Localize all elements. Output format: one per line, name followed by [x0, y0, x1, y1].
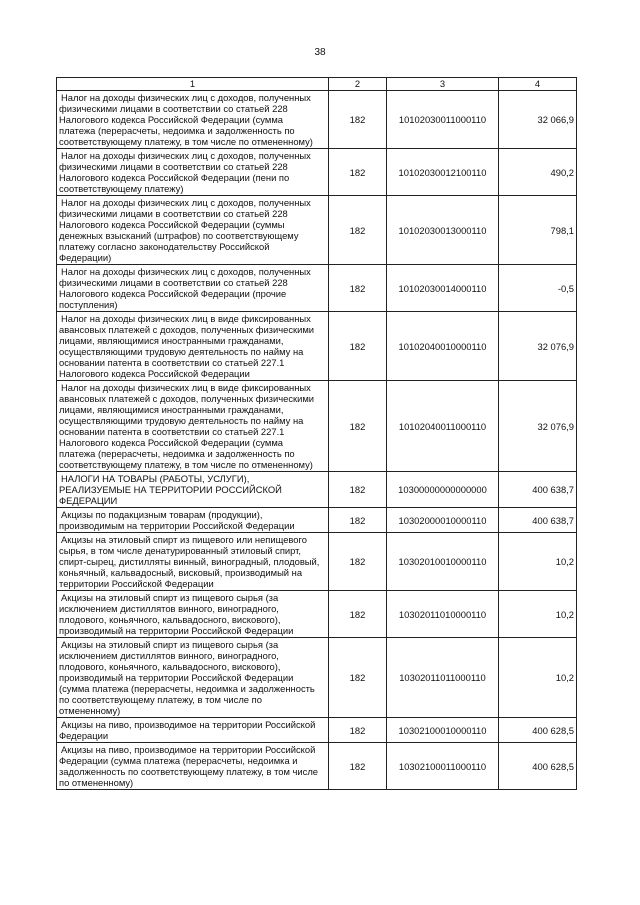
income-name-line: плодового, коньячного, кальвадосного, вискового),	[59, 661, 281, 672]
income-name-line: ФЕДЕРАЦИИ	[59, 495, 118, 506]
income-name-line: территории Российской Федерации	[59, 578, 214, 589]
amount-cell: 10,2	[499, 591, 577, 638]
column-header-2: 2	[329, 78, 387, 91]
column-header-3: 3	[387, 78, 499, 91]
budget-code-cell: 10302100011000110	[387, 743, 499, 790]
admin-code-cell: 182	[329, 91, 387, 149]
column-header-4: 4	[499, 78, 577, 91]
income-name-line: соответствующему платежу, в том числе по отмененному)	[59, 136, 313, 147]
amount-cell: 32 076,9	[499, 312, 577, 381]
income-name-cell	[57, 312, 329, 381]
income-name-line: Акцизы на пиво, производимое на территории Российской	[61, 719, 316, 730]
table-row	[57, 638, 577, 718]
income-name-line: исключением дистиллятов винного, виноградного,	[59, 603, 279, 614]
admin-code-cell: 182	[329, 718, 387, 743]
table-row	[57, 533, 577, 591]
admin-code-cell: 182	[329, 638, 387, 718]
income-name-line: Федерации	[59, 730, 109, 741]
admin-code-cell: 182	[329, 743, 387, 790]
column-header-1: 1	[57, 78, 329, 91]
income-name-line: Налогового кодекса Российской Федерации (прочие	[59, 288, 287, 299]
admin-code-cell: 182	[329, 508, 387, 533]
income-name-line: платежу согласно законодательству Российской	[59, 241, 270, 252]
amount-cell: 32 066,9	[499, 91, 577, 149]
income-name-line: денежных взысканий (штрафов) по соответствующему	[59, 230, 299, 241]
admin-code-cell: 182	[329, 149, 387, 196]
amount-cell: 400 638,7	[499, 508, 577, 533]
table-row	[57, 196, 577, 265]
income-name-line: (сумма платежа (перерасчеты, недоимка и задолженность	[59, 683, 315, 694]
amount-cell: -0,5	[499, 265, 577, 312]
income-name-line: лицами, являющимися иностранными гражданами,	[59, 335, 284, 346]
admin-code-cell: 182	[329, 591, 387, 638]
income-name-line: физическими лицами в соответствии со статьей 228	[59, 208, 288, 219]
income-name-cell	[57, 91, 329, 149]
table-row	[57, 591, 577, 638]
income-name-cell	[57, 149, 329, 196]
table-row	[57, 91, 577, 149]
income-name-cell	[57, 533, 329, 591]
income-name-line: Налог на доходы физических лиц с доходов, полученных	[61, 197, 311, 208]
income-name-cell	[57, 718, 329, 743]
income-name-line: коньячный, кальвадосный, висковый, производимый на	[59, 567, 303, 578]
income-name-line: производимый на территории Российской Федерации	[59, 625, 294, 636]
income-name-cell	[57, 638, 329, 718]
income-name-cell	[57, 508, 329, 533]
budget-code-cell: 10102040010000110	[387, 312, 499, 381]
income-name-line: физическими лицами в соответствии со статьей 228	[59, 277, 288, 288]
income-name-cell	[57, 743, 329, 790]
income-name-line: поступления)	[59, 299, 118, 310]
page-number: 38	[314, 47, 326, 58]
income-name-line: лицами, являющимися иностранными гражданами,	[59, 404, 284, 415]
income-name-line: Акцизы по подакцизным товарам (продукции),	[61, 509, 263, 520]
income-name-line: основании патента в соответствии со статьей 227.1	[59, 426, 285, 437]
income-name-line: НАЛОГИ НА ТОВАРЫ (РАБОТЫ, УСЛУГИ),	[61, 473, 250, 484]
admin-code-cell: 182	[329, 312, 387, 381]
budget-code-cell: 10300000000000000	[387, 472, 499, 508]
budget-code-cell: 10102030013000110	[387, 196, 499, 265]
table-row	[57, 265, 577, 312]
income-name-line: платежа (перерасчеты, недоимка и задолженность по	[59, 125, 295, 136]
income-name-line: РЕАЛИЗУЕМЫЕ НА ТЕРРИТОРИИ РОССИЙСКОЙ	[59, 484, 282, 495]
income-name-line: Налог на доходы физических лиц с доходов, полученных	[61, 92, 311, 103]
table-row	[57, 312, 577, 381]
budget-code-cell: 10302100010000110	[387, 718, 499, 743]
amount-cell: 10,2	[499, 638, 577, 718]
income-name-line: платежа (перерасчеты, недоимка и задолженность по	[59, 448, 295, 459]
income-name-line: Акцизы на этиловый спирт из пищевого сырья (за	[61, 592, 279, 603]
income-name-line: производимым на территории Российской Федерации	[59, 520, 295, 531]
income-name-line: осуществляющими трудовую деятельность по найму на	[59, 346, 304, 357]
income-name-cell	[57, 196, 329, 265]
income-name-cell	[57, 591, 329, 638]
table-row	[57, 149, 577, 196]
income-name-line: по соответствующему платежу, в том числе по	[59, 694, 262, 705]
budget-table	[56, 77, 577, 790]
admin-code-cell: 182	[329, 472, 387, 508]
table-header-row	[57, 78, 577, 91]
income-name-line: Федерации)	[59, 252, 112, 263]
income-name-line: задолженность по соответствующему платежу, в том числе	[59, 766, 319, 777]
income-name-cell	[57, 381, 329, 472]
admin-code-cell: 182	[329, 533, 387, 591]
income-name-line: исключением дистиллятов винного, виноградного,	[59, 650, 279, 661]
income-name-cell	[57, 265, 329, 312]
table-row	[57, 508, 577, 533]
amount-cell: 798,1	[499, 196, 577, 265]
amount-cell: 490,2	[499, 149, 577, 196]
income-name-line: отмененному)	[59, 705, 121, 716]
amount-cell: 32 076,9	[499, 381, 577, 472]
income-name-line: физическими лицами в соответствии со статьей 228	[59, 161, 288, 172]
admin-code-cell: 182	[329, 381, 387, 472]
table-row	[57, 718, 577, 743]
income-name-line: соответствующему платежу, в том числе по отмененному)	[59, 459, 313, 470]
income-name-line: авансовых платежей с доходов, полученных физическими	[59, 324, 315, 335]
income-name-line: сырья, в том числе денатурированный этиловый спирт,	[59, 545, 302, 556]
budget-code-cell: 10302011011000110	[387, 638, 499, 718]
income-name-line: по отмененному)	[59, 777, 134, 788]
income-name-line: производимый на территории Российской Федерации	[59, 672, 294, 683]
income-name-line: Налогового кодекса Российской Федерации (пени по	[59, 172, 290, 183]
budget-code-cell: 10302010010000110	[387, 533, 499, 591]
income-name-line: авансовых платежей с доходов, полученных физическими	[59, 393, 315, 404]
table-row	[57, 743, 577, 790]
income-name-line: Налог на доходы физических лиц с доходов, полученных	[61, 150, 311, 161]
amount-cell: 10,2	[499, 533, 577, 591]
income-name-line: спирт-сырец, дистилляты винный, виноградный, плодовый,	[59, 556, 320, 567]
income-name-line: Налогового кодекса Российской Федерации (суммы	[59, 219, 285, 230]
income-name-line: Налог на доходы физических лиц в виде фиксированных	[61, 382, 311, 393]
income-name-line: Налог на доходы физических лиц в виде фиксированных	[61, 313, 311, 324]
income-name-line: Акцизы на этиловый спирт из пищевого или непищевого	[61, 534, 307, 545]
income-name-line: Акцизы на этиловый спирт из пищевого сырья (за	[61, 639, 279, 650]
admin-code-cell: 182	[329, 265, 387, 312]
income-name-line: Налогового кодекса Российской Федерации (сумма	[59, 114, 283, 125]
amount-cell: 400 628,5	[499, 743, 577, 790]
amount-cell: 400 628,5	[499, 718, 577, 743]
budget-code-cell: 10102030014000110	[387, 265, 499, 312]
income-name-line: Акцизы на пиво, производимое на территории Российской	[61, 744, 316, 755]
income-name-line: Федерации (сумма платежа (перерасчеты, недоимка и	[59, 755, 298, 766]
amount-cell: 400 638,7	[499, 472, 577, 508]
income-name-line: плодового, коньячного, кальвадосного, вискового),	[59, 614, 281, 625]
admin-code-cell: 182	[329, 196, 387, 265]
income-name-line: Налог на доходы физических лиц с доходов, полученных	[61, 266, 311, 277]
income-name-line: Налогового кодекса Российской Федерации (сумма	[59, 437, 283, 448]
income-name-line: физическими лицами в соответствии со статьей 228	[59, 103, 288, 114]
income-name-line: Налогового кодекса Российской Федерации	[59, 368, 250, 379]
table-row	[57, 472, 577, 508]
table-row	[57, 381, 577, 472]
budget-code-cell: 10102030012100110	[387, 149, 499, 196]
income-name-line: соответствующему платежу)	[59, 183, 184, 194]
table-body	[57, 91, 577, 790]
income-name-line: осуществляющими трудовую деятельность по найму на	[59, 415, 304, 426]
income-name-cell	[57, 472, 329, 508]
income-name-line: основании патента в соответствии со статьей 227.1	[59, 357, 285, 368]
budget-code-cell: 10102040011000110	[387, 381, 499, 472]
budget-code-cell: 10302011010000110	[387, 591, 499, 638]
budget-code-cell: 10302000010000110	[387, 508, 499, 533]
budget-code-cell: 10102030011000110	[387, 91, 499, 149]
